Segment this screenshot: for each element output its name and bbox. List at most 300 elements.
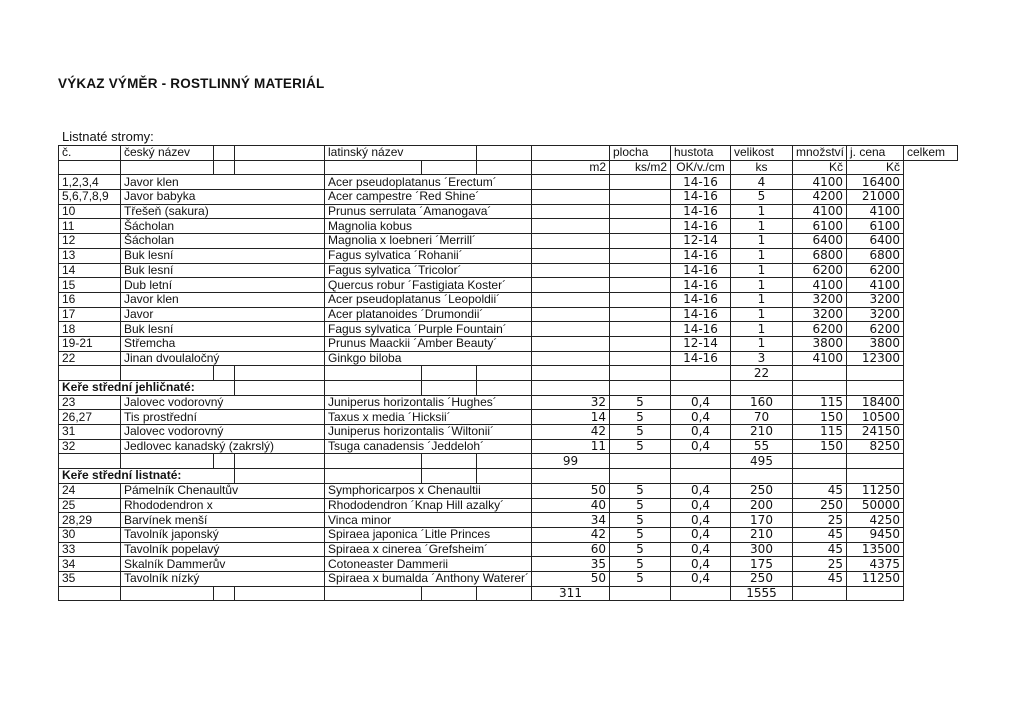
units-row [59,160,958,175]
area [532,292,610,307]
total: 11250 [847,571,904,586]
unit-price: 45 [793,483,847,498]
quantity: 1 [731,307,793,322]
shrubs-sum-row [59,586,958,601]
size: 0,4 [671,483,731,498]
latin-name: Prunus Maackii ´Amber Beauty´ [325,336,532,351]
total: 18400 [847,395,904,410]
header-area: plocha [610,146,671,161]
trees-row [59,219,958,234]
total: 10500 [847,410,904,425]
czech-name: Pámelník Chenaultův [121,483,325,498]
size: 14-16 [671,351,731,366]
area: 32 [532,395,610,410]
size: 0,4 [671,410,731,425]
row-number: 10 [59,204,121,219]
unit-price: 6800 [793,248,847,263]
unit-price: 3200 [793,307,847,322]
czech-name: Třešeň (sakura) [121,204,325,219]
latin-name: Cotoneaster Dammerii [325,557,532,572]
total: 6800 [847,248,904,263]
total: 11250 [847,483,904,498]
table-cell [121,586,214,601]
table-cell [610,381,671,396]
quantity: 1 [731,278,793,293]
area [532,175,610,190]
section-conifers-row [59,381,958,396]
row-number: 31 [59,425,121,440]
unit-price: 45 [793,571,847,586]
czech-name: Javor klen [121,292,325,307]
density [610,351,671,366]
size: 14-16 [671,307,731,322]
table-cell [325,160,422,175]
total: 6100 [847,219,904,234]
table-cell [214,454,235,469]
unit-quantity: ks [731,160,793,175]
size: 14-16 [671,263,731,278]
table-cell [121,366,214,381]
size: 14-16 [671,322,731,337]
unit-price: 45 [793,542,847,557]
unit-price: 25 [793,513,847,528]
shrubs-row [59,527,958,542]
table-cell [532,469,610,484]
trees-row [59,175,958,190]
table-cell [477,366,532,381]
area: 40 [532,498,610,513]
total: 4100 [847,204,904,219]
row-number: 25 [59,498,121,513]
shrubs-row [59,513,958,528]
quantity: 175 [731,557,793,572]
table-cell [610,454,671,469]
unit-total: Kč [847,160,904,175]
row-number: 30 [59,527,121,542]
table-cell [477,381,532,396]
size: 14-16 [671,219,731,234]
sum-quantity: 1555 [731,586,793,601]
table-cell [235,366,325,381]
table-cell [477,146,532,161]
size: 12-14 [671,234,731,249]
quantity: 1 [731,263,793,278]
conifers-row [59,410,958,425]
section-label: Keře střední jehličnaté: [59,381,235,396]
sum-area: 311 [532,586,610,601]
area: 34 [532,513,610,528]
latin-name: Fagus sylvatica ´Purple Fountain´ [325,322,532,337]
row-number: 26,27 [59,410,121,425]
row-number: 32 [59,439,121,454]
trees-row [59,351,958,366]
trees-row [59,190,958,205]
czech-name: Buk lesní [121,248,325,263]
trees-row [59,307,958,322]
total: 12300 [847,351,904,366]
total: 50000 [847,498,904,513]
area: 11 [532,439,610,454]
quantity: 55 [731,439,793,454]
czech-name: Javor babyka [121,190,325,205]
size: 14-16 [671,204,731,219]
area [532,234,610,249]
table-cell [59,160,121,175]
size: 14-16 [671,292,731,307]
unit-price: 4100 [793,278,847,293]
size: 14-16 [671,248,731,263]
row-number: 11 [59,219,121,234]
area [532,278,610,293]
quantity: 170 [731,513,793,528]
conifers-row [59,425,958,440]
row-number: 19-21 [59,336,121,351]
czech-name: Dub letní [121,278,325,293]
unit-price: 4100 [793,175,847,190]
area: 50 [532,483,610,498]
trees-row [59,278,958,293]
header-row [59,146,958,161]
total: 3200 [847,292,904,307]
table-cell [671,469,731,484]
plant-material-table [58,145,958,601]
table-cell [671,586,731,601]
table-cell [235,146,325,161]
unit-price: 25 [793,557,847,572]
size: 0,4 [671,557,731,572]
sum-area: 99 [532,454,610,469]
latin-name: Spiraea x cinerea ´Grefsheim´ [325,542,532,557]
czech-name: Šácholan [121,234,325,249]
table-cell [121,160,214,175]
unit-price: 150 [793,410,847,425]
table-cell [325,366,422,381]
area [532,248,610,263]
latin-name: Ginkgo biloba [325,351,532,366]
czech-name: Skalník Dammerův [121,557,325,572]
czech-name: Jalovec vodorovný [121,425,325,440]
total: 13500 [847,542,904,557]
total: 6400 [847,234,904,249]
table-cell [793,381,847,396]
density: 5 [610,410,671,425]
table-cell [532,146,610,161]
size: 0,4 [671,498,731,513]
total: 4100 [847,278,904,293]
table-cell [235,586,325,601]
table-cell [610,469,671,484]
area: 60 [532,542,610,557]
total: 4375 [847,557,904,572]
table-cell [422,586,477,601]
table-cell [325,454,422,469]
shrubs-row [59,483,958,498]
latin-name: Vinca minor [325,513,532,528]
latin-name: Acer platanoides ´Drumondii´ [325,307,532,322]
row-number: 23 [59,395,121,410]
density: 5 [610,439,671,454]
row-number: 15 [59,278,121,293]
table-cell [477,586,532,601]
unit-price: 6100 [793,219,847,234]
density: 5 [610,395,671,410]
latin-name: Acer pseudoplatanus ´Erectum´ [325,175,532,190]
table-cell [422,366,477,381]
row-number: 1,2,3,4 [59,175,121,190]
shrubs-row [59,557,958,572]
table-cell [59,366,121,381]
unit-price: 6200 [793,322,847,337]
density [610,190,671,205]
unit-price: 45 [793,527,847,542]
table-cell [59,586,121,601]
table-cell [235,381,325,396]
table-cell [671,366,731,381]
table-cell [422,381,477,396]
trees-row [59,263,958,278]
section-shrubs-row [59,469,958,484]
density [610,234,671,249]
quantity: 1 [731,248,793,263]
shrubs-row [59,571,958,586]
latin-name: Rhododendron ´Knap Hill azalky´ [325,498,532,513]
table-cell [731,381,793,396]
trees-row [59,234,958,249]
sum-area [532,366,610,381]
latin-name: Magnolia x loebneri ´Merrill´ [325,234,532,249]
table-cell [671,454,731,469]
area: 14 [532,410,610,425]
total: 8250 [847,439,904,454]
czech-name: Rhododendron x [121,498,325,513]
table-cell [793,469,847,484]
unit-unit-price: Kč [793,160,847,175]
density: 5 [610,557,671,572]
size: 0,4 [671,425,731,440]
table-cell [235,160,325,175]
table-cell [214,366,235,381]
table-cell [532,381,610,396]
density [610,263,671,278]
row-number: 17 [59,307,121,322]
unit-price: 3200 [793,292,847,307]
density [610,322,671,337]
table-cell [477,160,532,175]
czech-name: Jedlovec kanadský (zakrslý) [121,439,325,454]
section-deciduous-trees-label: Listnaté stromy: [62,129,154,144]
area: 42 [532,425,610,440]
header-latin-name: latinský název [325,146,477,161]
density: 5 [610,571,671,586]
area [532,219,610,234]
density [610,336,671,351]
unit-size: OK/v./cm [671,160,731,175]
table-cell [477,454,532,469]
unit-price: 6400 [793,234,847,249]
latin-name: Fagus sylvatica ´Tricolor´ [325,263,532,278]
quantity: 300 [731,542,793,557]
area [532,263,610,278]
header-quantity: množství [793,146,847,161]
trees-row [59,336,958,351]
area: 50 [532,571,610,586]
unit-density: ks/m2 [610,160,671,175]
quantity: 250 [731,571,793,586]
latin-name: Juniperus horizontalis ´Hughes´ [325,395,532,410]
total: 3200 [847,307,904,322]
czech-name: Střemcha [121,336,325,351]
latin-name: Symphoricarpos x Chenaultii [325,483,532,498]
quantity: 160 [731,395,793,410]
density: 5 [610,483,671,498]
total: 21000 [847,190,904,205]
size: 14-16 [671,278,731,293]
quantity: 1 [731,234,793,249]
quantity: 210 [731,527,793,542]
latin-name: Spiraea japonica ´Litle Princes [325,527,532,542]
quantity: 1 [731,336,793,351]
table-cell [59,454,121,469]
quantity: 1 [731,292,793,307]
row-number: 35 [59,571,121,586]
table-cell [325,381,422,396]
density: 5 [610,498,671,513]
area: 42 [532,527,610,542]
header-total: celkem [904,146,958,161]
shrubs-row [59,542,958,557]
trees-sum-row [59,366,958,381]
quantity: 3 [731,351,793,366]
unit-price: 115 [793,395,847,410]
latin-name: Prunus serrulata ´Amanogava´ [325,204,532,219]
unit-price: 4100 [793,351,847,366]
latin-name: Acer campestre ´Red Shine´ [325,190,532,205]
sum-quantity: 22 [731,366,793,381]
czech-name: Tis prostřední [121,410,325,425]
quantity: 4 [731,175,793,190]
latin-name: Magnolia kobus [325,219,532,234]
czech-name: Jalovec vodorovný [121,395,325,410]
header-no: č. [59,146,121,161]
row-number: 16 [59,292,121,307]
area [532,307,610,322]
table-cell [671,381,731,396]
unit-price: 115 [793,425,847,440]
size: 0,4 [671,571,731,586]
size: 0,4 [671,542,731,557]
table-body [59,146,958,601]
total: 24150 [847,425,904,440]
header-density: hustota [671,146,731,161]
density [610,219,671,234]
trees-row [59,248,958,263]
latin-name: Quercus robur ´Fastigiata Koster´ [325,278,532,293]
sum-quantity: 495 [731,454,793,469]
table-cell [793,586,847,601]
quantity: 210 [731,425,793,440]
total: 4250 [847,513,904,528]
table-cell [422,454,477,469]
czech-name: Tavolník japonský [121,527,325,542]
table-cell [793,366,847,381]
latin-name: Tsuga canadensis ´Jeddeloh´ [325,439,532,454]
density [610,175,671,190]
czech-name: Tavolník nízký [121,571,325,586]
latin-name: Acer pseudoplatanus ´Leopoldii´ [325,292,532,307]
czech-name: Barvínek menší [121,513,325,528]
density [610,204,671,219]
table-cell [422,160,477,175]
row-number: 22 [59,351,121,366]
area [532,204,610,219]
size: 0,4 [671,395,731,410]
trees-row [59,204,958,219]
table-cell [477,469,532,484]
table-cell [214,586,235,601]
area [532,190,610,205]
total: 9450 [847,527,904,542]
table-cell [847,366,904,381]
row-number: 33 [59,542,121,557]
table-cell [325,469,422,484]
table-cell [610,586,671,601]
row-number: 13 [59,248,121,263]
unit-price: 6200 [793,263,847,278]
latin-name: Juniperus horizontalis ´Wiltonii´ [325,425,532,440]
density: 5 [610,542,671,557]
section-label: Keře střední listnaté: [59,469,235,484]
czech-name: Šácholan [121,219,325,234]
size: 14-16 [671,190,731,205]
czech-name: Jinan dvoulaločný [121,351,325,366]
latin-name: Taxus x media ´Hicksii´ [325,410,532,425]
area [532,336,610,351]
header-czech-name: český název [121,146,214,161]
quantity: 250 [731,483,793,498]
czech-name: Javor [121,307,325,322]
page-title: VÝKAZ VÝMĚR - ROSTLINNÝ MATERIÁL [58,76,325,91]
density: 5 [610,425,671,440]
table-cell [214,146,235,161]
table-cell [422,469,477,484]
trees-row [59,292,958,307]
density: 5 [610,527,671,542]
quantity: 1 [731,219,793,234]
table-cell [235,454,325,469]
shrubs-row [59,498,958,513]
unit-price: 3800 [793,336,847,351]
area [532,351,610,366]
table-cell [235,469,325,484]
row-number: 12 [59,234,121,249]
total: 6200 [847,322,904,337]
czech-name: Javor klen [121,175,325,190]
density [610,248,671,263]
table-cell [121,454,214,469]
quantity: 5 [731,190,793,205]
table-cell [610,366,671,381]
table-cell [847,469,904,484]
size: 14-16 [671,175,731,190]
area: 35 [532,557,610,572]
conifers-sum-row [59,454,958,469]
row-number: 14 [59,263,121,278]
trees-row [59,322,958,337]
row-number: 24 [59,483,121,498]
table-cell [731,469,793,484]
table-cell [214,160,235,175]
size: 0,4 [671,513,731,528]
